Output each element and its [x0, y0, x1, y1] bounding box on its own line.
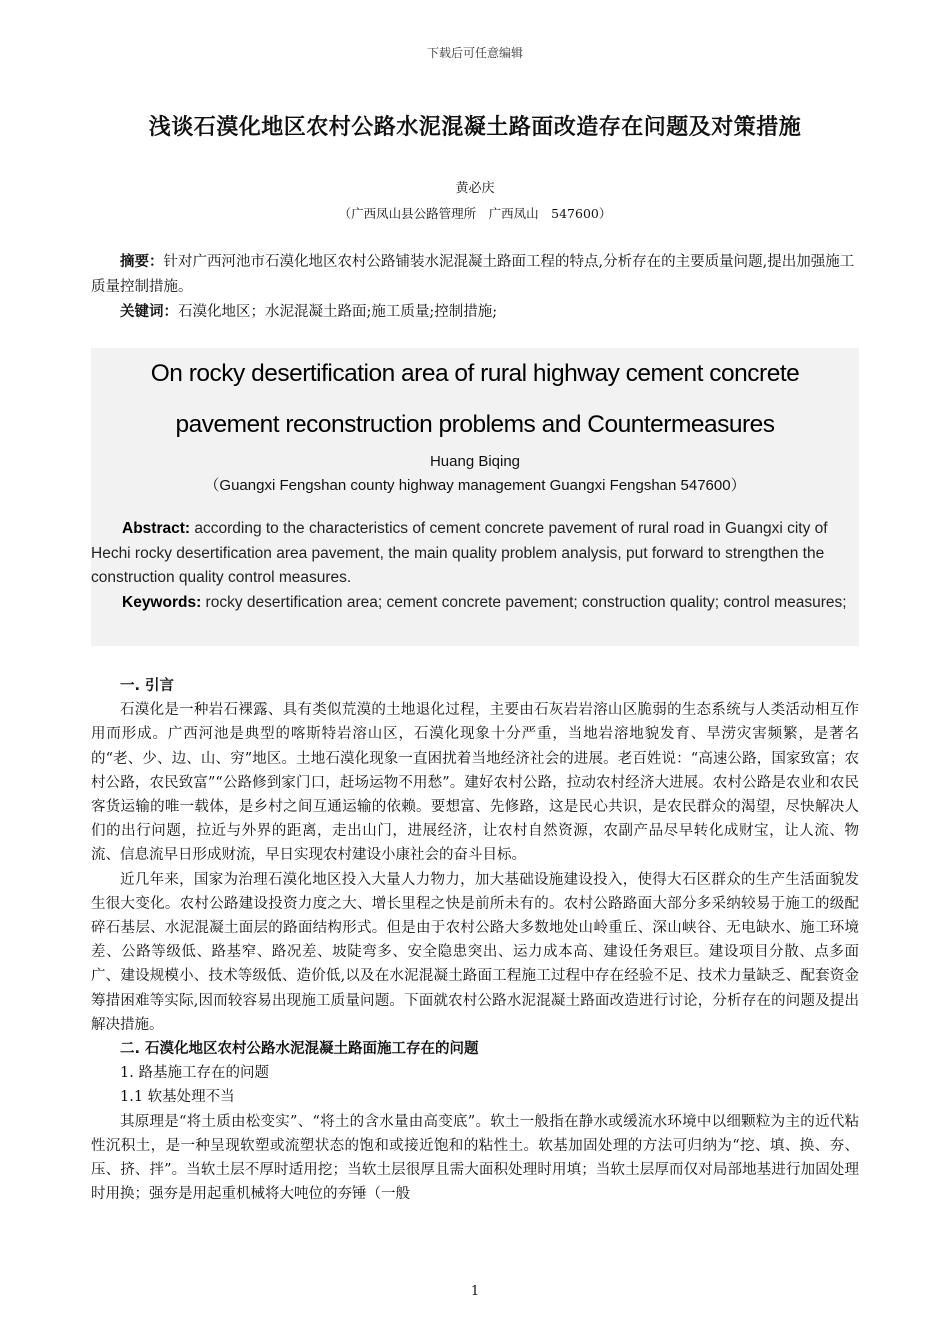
cn-abstract-paragraph [91, 250, 859, 300]
page-title: 浅谈石漠化地区农村公路水泥混凝土路面改造存在问题及对策措施 [148, 115, 802, 140]
paragraph-2: 近几年来，国家为治理石漠化地区投入大量人力物力，加大基础设施建设投入，使得大石区群众的生产生活面貌发生很大变化。农村公路建设投资力度之大、增长里程之快是前所未有的。农村公路路面大部分多采纳较易于施工的级配碎石基层、水泥混凝土面层的路面结构形式。但是由于农村公路大多数地处山岭重丘、深山峡谷、无电缺水、施工环境差、公路等级低、路基窄、路况差、坡陡弯多、安全隐患突出、运力成本高、建设任务艰巨。建设项目分散、点多面广、建设规模小、技术等级低、造价低,以及在水泥混凝土路面工程施工过程中存在经验不足、技术力量缺乏、配套资金筹措困难等实际,因而较容易出现施工质量问题。下面就农村公路水泥混凝土路面改造进行讨论，分析存在的问题及提出解决措施。 [91, 871, 859, 1033]
cn-abstract-text: 针对广西河池市石漠化地区农村公路铺装水泥混凝土路面工程的特点,分析存在的主要质量问题,提出加强施工质量控制措施。 [91, 254, 855, 295]
cn-keywords-text: 石漠化地区；水泥混凝土路面;施工质量;控制措施; [178, 304, 498, 320]
section-2-heading: 二. 石漠化地区农村公路水泥混凝土路面施工存在的问题 [120, 1041, 479, 1058]
en-affiliation: （Guangxi Fengshan county highway management Guangxi Fengshan 547600） [204, 477, 746, 494]
en-abstract-text: according to the characteristics of cement concrete pavement of rural road in Guangxi city of Hechi rocky desertification area pavement, the main quality problem analysis, put forward to strengthen the construction quality control measures. [91, 520, 828, 586]
author: 黄必庆 [455, 181, 495, 196]
en-author: Huang Biqing [429, 453, 521, 470]
page-number: 1 [470, 1284, 480, 1299]
cn-keywords-paragraph [91, 300, 859, 325]
en-keywords-text: rocky desertification area; cement concrete pavement; construction quality; control measures; [201, 593, 847, 611]
en-keywords-label: Keywords: [122, 593, 202, 611]
cn-abstract [91, 250, 859, 325]
en-abstract-label: Abstract: [122, 520, 191, 537]
en-abstract [91, 517, 859, 615]
affiliation: （广西凤山县公路管理所 广西凤山 547600） [338, 206, 612, 221]
header-note: 下载后可任意编辑 [426, 46, 523, 60]
cn-abstract-label: 摘要： [120, 254, 164, 270]
paragraph-3: 其原理是“将土质由松变实”、“将土的含水量由高变底”。软土一般指在静水或缓流水环境中以细颗粒为主的近代粘性沉积土，是一种呈现软塑或流塑状态的饱和或接近饱和的粘性土。软基加固处理的方法可归纳为“挖、填、换、夯、压、挤、拌”。当软土层不厚时适用挖；当软土层很厚且需大面积处理时用填；当软土层厚而仅对局部地基进行加固处理时用换；强夯是用起重机械将大吨位的夯锤（一般 [91, 1113, 859, 1203]
en-title-line-2: pavement reconstruction problems and Countermeasures [175, 411, 775, 438]
subsection-1: 1. 路基施工存在的问题 [120, 1065, 269, 1082]
subsection-1-1: 1.1 软基处理不当 [120, 1089, 235, 1106]
body-text [91, 674, 859, 1206]
en-keywords-paragraph [91, 591, 859, 616]
en-title-line-1: On rocky desertification area of rural highway cement concrete [150, 360, 800, 387]
cn-keywords-label: 关键词： [120, 304, 178, 320]
en-abstract-paragraph [91, 517, 859, 591]
english-abstract-box [91, 348, 859, 646]
paragraph-1: 石漠化是一种岩石裸露、具有类似荒漠的土地退化过程，主要由石灰岩岩溶山区脆弱的生态系统与人类活动相互作用而形成。广西河池是典型的喀斯特岩溶山区，石漠化现象十分严重，当地岩溶地貌发育、旱涝灾害频繁，是著名的“老、少、边、山、穷”地区。土地石漠化现象一直困扰着当地经济社会的进展。老百姓说：“高速公路，国家致富；农村公路，农民致富”“公路修到家门口，赶场运物不用愁”。建好农村公路，拉动农村经济大进展。农村公路是农业和农民客货运输的唯一载体，是乡村之间互通运输的依赖。要想富、先修路，这是民心共识，是农民群众的渴望，尽快解决人们的出行问题，拉近与外界的距离，走出山门，进展经济，让农村自然资源，农副产品尽早转化成财宝，让人流、物流、信息流早日形成财流，早日实现农村建设小康社会的奋斗目标。 [91, 702, 859, 864]
section-1-heading: 一. 引言 [120, 678, 175, 694]
